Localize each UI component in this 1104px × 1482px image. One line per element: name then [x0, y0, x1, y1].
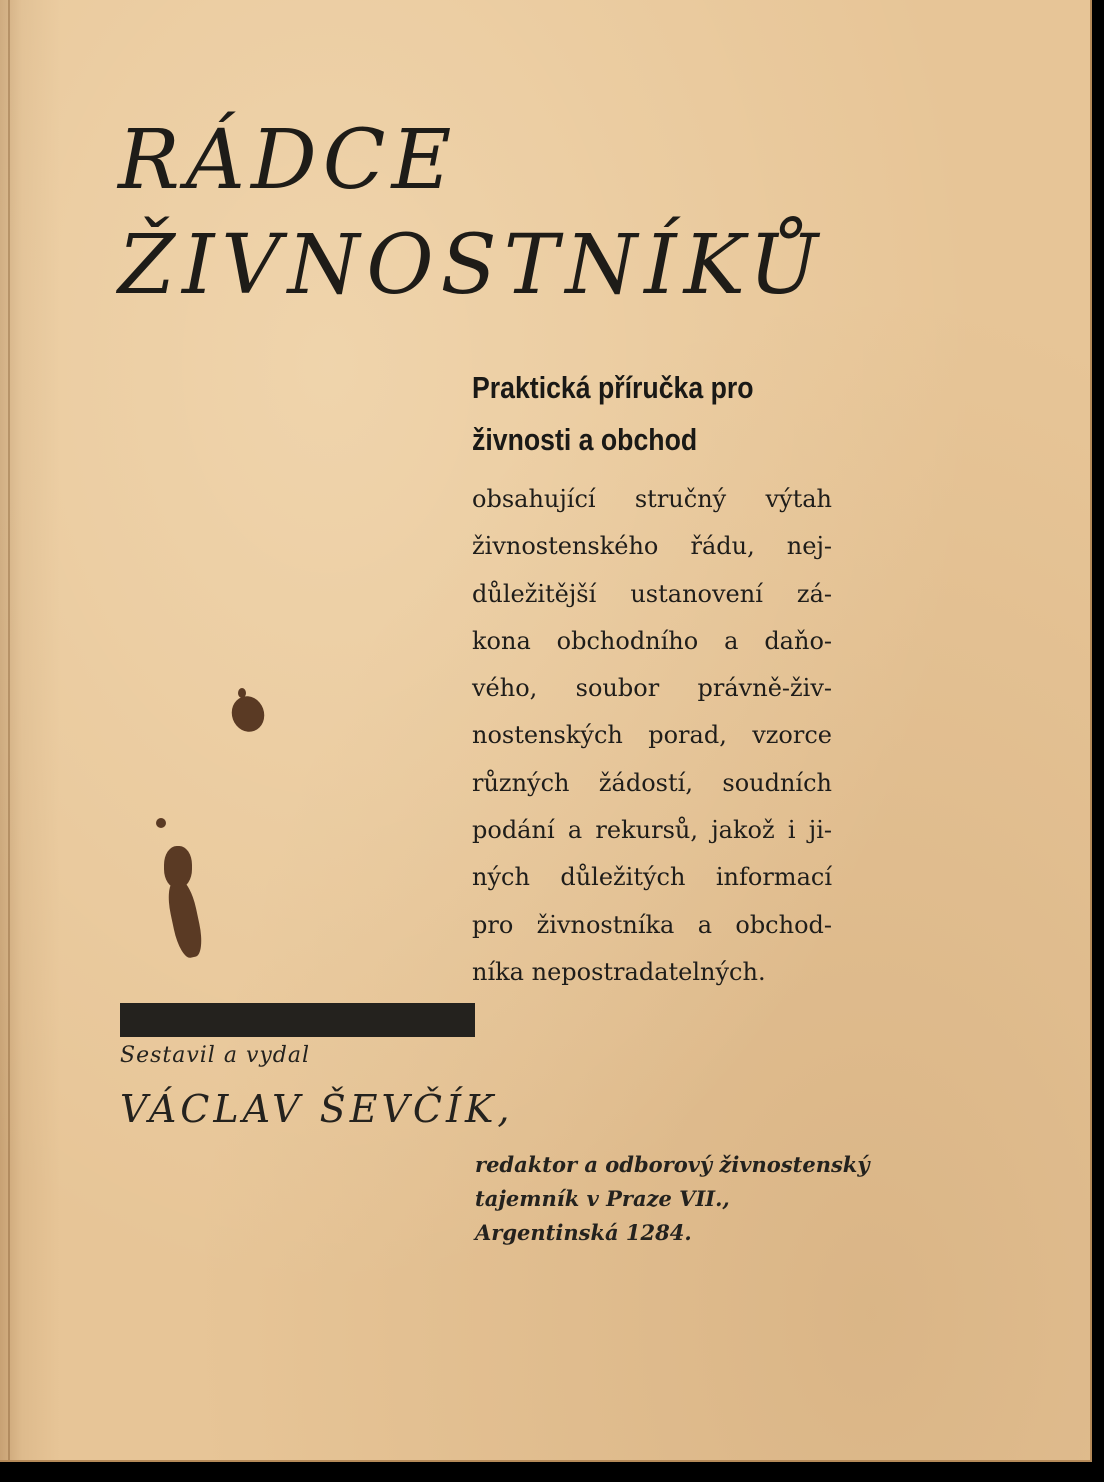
description [472, 476, 832, 996]
affiliation-line: Argentinská 1284. [475, 1220, 692, 1245]
ink-stain [227, 692, 269, 737]
title-line-2: ŽIVNOSTNÍKŮ [118, 218, 826, 313]
divider-bar [120, 1003, 475, 1037]
spine-edge [8, 0, 10, 1460]
description-line: ných důležitých informací [472, 863, 832, 892]
subtitle-line: živnosti a obchod [472, 422, 698, 457]
description-line: kona obchodního a daňo- [472, 626, 832, 655]
description-line: níka nepostradatelných. [472, 957, 766, 986]
description-line: nostenských porad, vzorce [472, 721, 832, 750]
description-line: různých žádostí, soudních [472, 768, 832, 797]
description-line: obsahující stručný výtah [472, 485, 832, 513]
ink-stain [238, 688, 246, 698]
author-name: VÁCLAV ŠEVČÍK, [120, 1087, 514, 1131]
description-line: pro živnostníka a obchod- [472, 910, 832, 939]
ink-stain [156, 818, 166, 828]
subtitle-line: Praktická příručka pro [472, 370, 754, 405]
description-line: živnostenského řádu, nej- [472, 532, 832, 561]
credit-label: Sestavil a vydal [120, 1043, 311, 1068]
author-affiliation [475, 1148, 870, 1250]
description-line: vého, soubor právně-živ- [472, 674, 832, 703]
affiliation-line: tajemník v Praze VII., [475, 1186, 730, 1211]
ink-stain [164, 878, 206, 960]
subtitle [472, 362, 833, 466]
affiliation-line: redaktor a odborový živnostenský [475, 1152, 870, 1177]
title-line-1: RÁDCE [118, 113, 458, 208]
description-line: podání a rekursů, jakož i ji- [472, 816, 832, 845]
description-line: důležitější ustanovení zá- [472, 579, 832, 608]
